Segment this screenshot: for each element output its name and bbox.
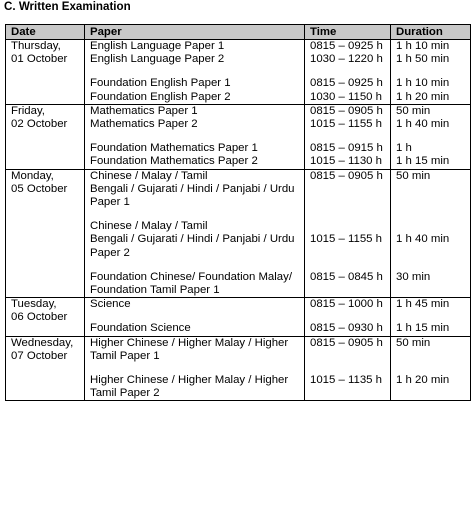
paper-block [90, 322, 299, 335]
day-label: Friday, [11, 104, 45, 117]
duration-cell [391, 336, 471, 401]
time-line: 0815 – 0930 h [310, 322, 383, 335]
paper-block [90, 170, 299, 210]
duration-line: 50 min [396, 104, 431, 117]
date-label: 06 October [11, 311, 68, 324]
duration-line: 1 h 45 min [396, 298, 450, 311]
duration-block [396, 142, 465, 168]
time-block [310, 142, 385, 168]
time-line: 0815 – 0925 h [310, 77, 383, 90]
duration-line: 1 h [396, 142, 412, 155]
time-cell [305, 298, 391, 336]
paper-line: Tamil Paper 2 [90, 387, 160, 400]
time-line: 0815 – 1000 h [310, 298, 383, 311]
time-block [310, 337, 385, 363]
duration-cell [391, 298, 471, 336]
time-cell [305, 104, 391, 169]
table-row [6, 336, 471, 401]
paper-line: Foundation Mathematics Paper 1 [90, 142, 258, 155]
duration-block [396, 337, 465, 363]
duration-block [396, 298, 465, 311]
time-line: 0815 – 0905 h [310, 104, 383, 117]
paper-line: Foundation Science [90, 322, 191, 335]
header-time: Time [305, 25, 391, 40]
paper-line: Foundation English Paper 2 [90, 90, 231, 103]
paper-line: Bengali / Gujarati / Hindi / Panjabi / Urdu [90, 233, 295, 246]
date-cell [6, 298, 85, 336]
time-cell [305, 336, 391, 401]
duration-cell [391, 104, 471, 169]
paper-line: Higher Chinese / Higher Malay / Higher [90, 336, 289, 349]
paper-line: Paper 1 [90, 196, 130, 209]
time-cell [305, 169, 391, 298]
paper-line: English Language Paper 1 [90, 40, 225, 52]
duration-cell [391, 40, 471, 105]
date-label: 05 October [11, 182, 68, 195]
duration-line: 1 h 50 min [396, 53, 450, 66]
table-row [6, 40, 471, 105]
day-label: Monday, [11, 169, 54, 182]
time-block [310, 322, 385, 335]
time-line [310, 220, 385, 233]
time-line: 1015 – 1135 h [310, 374, 382, 387]
duration-line: 1 h 20 min [396, 90, 450, 103]
date-label: 02 October [11, 118, 68, 131]
paper-line: Foundation Mathematics Paper 2 [90, 155, 258, 168]
date-label: 01 October [11, 53, 68, 66]
duration-cell [391, 169, 471, 298]
table-row [6, 104, 471, 169]
date-cell [6, 336, 85, 401]
time-block [310, 105, 385, 131]
paper-block [90, 271, 299, 297]
duration-line [396, 387, 465, 400]
paper-block [90, 337, 299, 363]
time-block [310, 77, 385, 103]
time-block [310, 271, 385, 297]
paper-line: Science [90, 298, 131, 311]
duration-line: 1 h 15 min [396, 155, 450, 168]
section-title: C. Written Examination [4, 0, 131, 13]
day-label: Tuesday, [11, 298, 57, 311]
paper-line: Paper 2 [90, 246, 130, 259]
paper-block [90, 105, 299, 131]
day-label: Thursday, [11, 40, 61, 52]
time-line [310, 350, 385, 363]
duration-line: 1 h 40 min [396, 118, 450, 131]
date-cell [6, 169, 85, 298]
time-line: 1015 – 1155 h [310, 233, 382, 246]
duration-block [396, 220, 465, 260]
paper-cell [85, 298, 305, 336]
paper-block [90, 142, 299, 168]
paper-line: Higher Chinese / Higher Malay / Higher [90, 374, 289, 387]
duration-line [396, 350, 465, 363]
table-row [6, 298, 471, 336]
duration-line: 1 h 40 min [396, 233, 450, 246]
paper-cell [85, 169, 305, 298]
time-line: 1030 – 1220 h [310, 53, 383, 66]
time-block [310, 170, 385, 210]
paper-line: English Language Paper 2 [90, 53, 225, 66]
time-line [310, 284, 385, 297]
date-label: 07 October [11, 349, 68, 362]
time-line: 0815 – 0905 h [310, 169, 383, 182]
time-block [310, 374, 385, 400]
duration-block [396, 322, 465, 335]
schedule-body [6, 40, 471, 401]
paper-line: Mathematics Paper 1 [90, 104, 198, 117]
header-duration: Duration [391, 25, 471, 40]
paper-block [90, 298, 299, 311]
duration-block [396, 374, 465, 400]
paper-cell [85, 104, 305, 169]
paper-line: Mathematics Paper 2 [90, 118, 198, 131]
time-block [310, 220, 385, 260]
paper-line: Foundation Chinese/ Foundation Malay/ [90, 270, 292, 283]
time-line: 0815 – 0915 h [310, 142, 383, 155]
day-label: Wednesday, [11, 336, 74, 349]
time-line: 1030 – 1150 h [310, 90, 382, 103]
time-line: 0815 – 0925 h [310, 40, 383, 52]
header-row [6, 25, 471, 40]
duration-block [396, 271, 465, 297]
time-block [310, 40, 385, 66]
time-block [310, 298, 385, 311]
paper-line: Foundation English Paper 1 [90, 77, 231, 90]
time-line: 1015 – 1155 h [310, 118, 382, 131]
paper-line: Tamil Paper 1 [90, 349, 160, 362]
duration-line [396, 183, 465, 196]
date-cell [6, 104, 85, 169]
paper-cell [85, 336, 305, 401]
duration-line [396, 196, 465, 209]
duration-line: 30 min [396, 270, 431, 283]
time-line [310, 387, 385, 400]
header-date: Date [6, 25, 85, 40]
paper-line: Chinese / Malay / Tamil [90, 169, 208, 182]
time-line: 0815 – 0845 h [310, 270, 383, 283]
exam-schedule-table [5, 24, 471, 401]
paper-cell [85, 40, 305, 105]
paper-line: Bengali / Gujarati / Hindi / Panjabi / Urdu [90, 182, 295, 195]
paper-line: Foundation Tamil Paper 1 [90, 284, 220, 297]
time-line [310, 196, 385, 209]
duration-block [396, 77, 465, 103]
duration-line: 50 min [396, 169, 431, 182]
duration-block [396, 40, 465, 66]
time-cell [305, 40, 391, 105]
paper-block [90, 374, 299, 400]
duration-line [396, 284, 465, 297]
paper-block [90, 77, 299, 103]
paper-block [90, 220, 299, 260]
date-cell [6, 40, 85, 105]
table-row [6, 169, 471, 298]
time-line [310, 247, 385, 260]
duration-line [396, 247, 465, 260]
header-paper: Paper [85, 25, 305, 40]
duration-block [396, 105, 465, 131]
time-line: 1015 – 1130 h [310, 155, 382, 168]
duration-line: 1 h 10 min [396, 40, 450, 52]
paper-block [90, 40, 299, 66]
duration-line: 1 h 15 min [396, 322, 450, 335]
duration-line: 50 min [396, 336, 431, 349]
duration-block [396, 170, 465, 210]
duration-line: 1 h 20 min [396, 374, 450, 387]
duration-line: 1 h 10 min [396, 77, 450, 90]
paper-line: Chinese / Malay / Tamil [90, 220, 208, 233]
time-line: 0815 – 0905 h [310, 336, 383, 349]
duration-line [396, 220, 465, 233]
time-line [310, 183, 385, 196]
